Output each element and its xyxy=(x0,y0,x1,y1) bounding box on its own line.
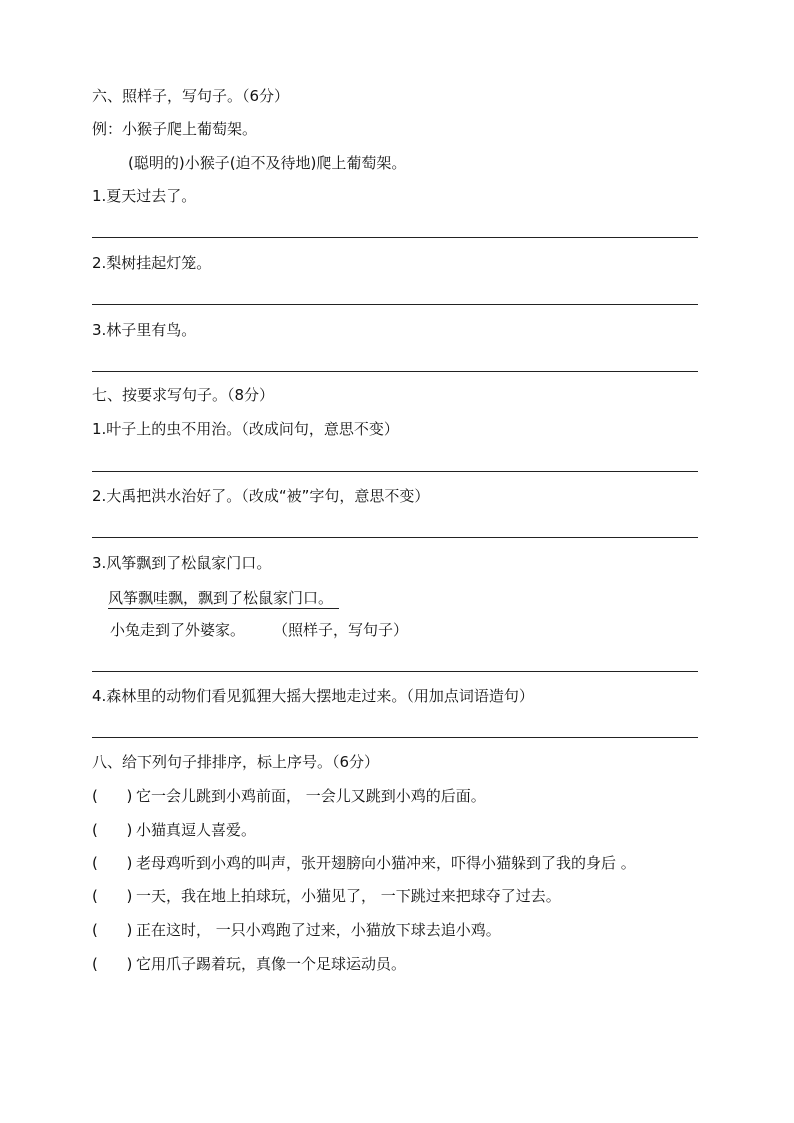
answer-line-6-3[interactable] xyxy=(92,371,698,372)
section-7-q3-prompt xyxy=(110,620,408,640)
answer-line-7-1[interactable] xyxy=(92,471,698,472)
section-7-q3-example xyxy=(108,588,339,609)
order-blank-2[interactable]: ( ) xyxy=(92,821,133,839)
order-blank-5[interactable]: ( ) xyxy=(92,921,133,939)
order-blank-6[interactable]: ( ) xyxy=(92,955,133,973)
order-sentence-3: 老母鸡听到小鸡的叫声，张开翅膀向小猫冲来，吓得小猫躲到了我的身后 。 xyxy=(136,854,636,872)
order-row-2 xyxy=(92,820,256,840)
section-7-title: 七、按要求写句子。（8分） xyxy=(92,386,275,404)
answer-line-7-2[interactable] xyxy=(92,537,698,538)
section-6-example-label: 例：小猴子爬上葡萄架。 xyxy=(92,120,258,138)
order-sentence-4: 一天，我在地上拍球玩，小猫见了， 一下跳过来把球夺了过去。 xyxy=(136,887,561,905)
section-7-q4: 4.森林里的动物们看见狐狸大摇大摆地走过来。（用加点词语造句） xyxy=(92,687,534,705)
answer-line-7-3[interactable] xyxy=(92,671,698,672)
order-sentence-5: 正在这时， 一只小鸡跑了过来，小猫放下球去追小鸡。 xyxy=(136,921,501,939)
order-blank-4[interactable]: ( ) xyxy=(92,887,133,905)
section-7-q1: 1.叶子上的虫不用治。（改成问句，意思不变） xyxy=(92,420,399,438)
answer-line-6-2[interactable] xyxy=(92,304,698,305)
section-7-q3-prompt-instruction: （照样子，写句子） xyxy=(273,621,409,639)
order-row-1 xyxy=(92,786,486,806)
order-sentence-2: 小猫真逗人喜爱。 xyxy=(136,821,257,839)
section-7-q2: 2.大禹把洪水治好了。（改成“被”字句，意思不变） xyxy=(92,487,430,505)
section-6-item-3: 3.林子里有鸟。 xyxy=(92,321,197,339)
order-row-5 xyxy=(92,920,501,940)
section-7-q3-prompt-sentence: 小兔走到了外婆家。 xyxy=(110,621,246,639)
section-6-example-answer: (聪明的)小猴子(迫不及待地)爬上葡萄架。 xyxy=(128,154,407,172)
section-8-title: 八、给下列句子排排序，标上序号。（6分） xyxy=(92,753,380,771)
order-row-4 xyxy=(92,886,561,906)
order-row-3 xyxy=(92,853,636,873)
order-row-6 xyxy=(92,954,406,974)
section-6-title: 六、照样子，写句子。（6分） xyxy=(92,87,290,105)
section-6-item-1: 1.夏天过去了。 xyxy=(92,187,197,205)
section-7-q3-example-text: 风筝飘哇飘，飘到了松鼠家门口。 xyxy=(108,588,339,609)
order-sentence-1: 它一会儿跳到小鸡前面， 一会儿又跳到小鸡的后面。 xyxy=(136,787,486,805)
answer-line-6-1[interactable] xyxy=(92,237,698,238)
section-7-q3: 3.风筝飘到了松鼠家门口。 xyxy=(92,554,272,572)
answer-line-7-4[interactable] xyxy=(92,737,698,738)
section-6-item-2: 2.梨树挂起灯笼。 xyxy=(92,254,212,272)
order-blank-1[interactable]: ( ) xyxy=(92,787,133,805)
order-sentence-6: 它用爪子踢着玩，真像一个足球运动员。 xyxy=(136,955,407,973)
order-blank-3[interactable]: ( ) xyxy=(92,854,133,872)
